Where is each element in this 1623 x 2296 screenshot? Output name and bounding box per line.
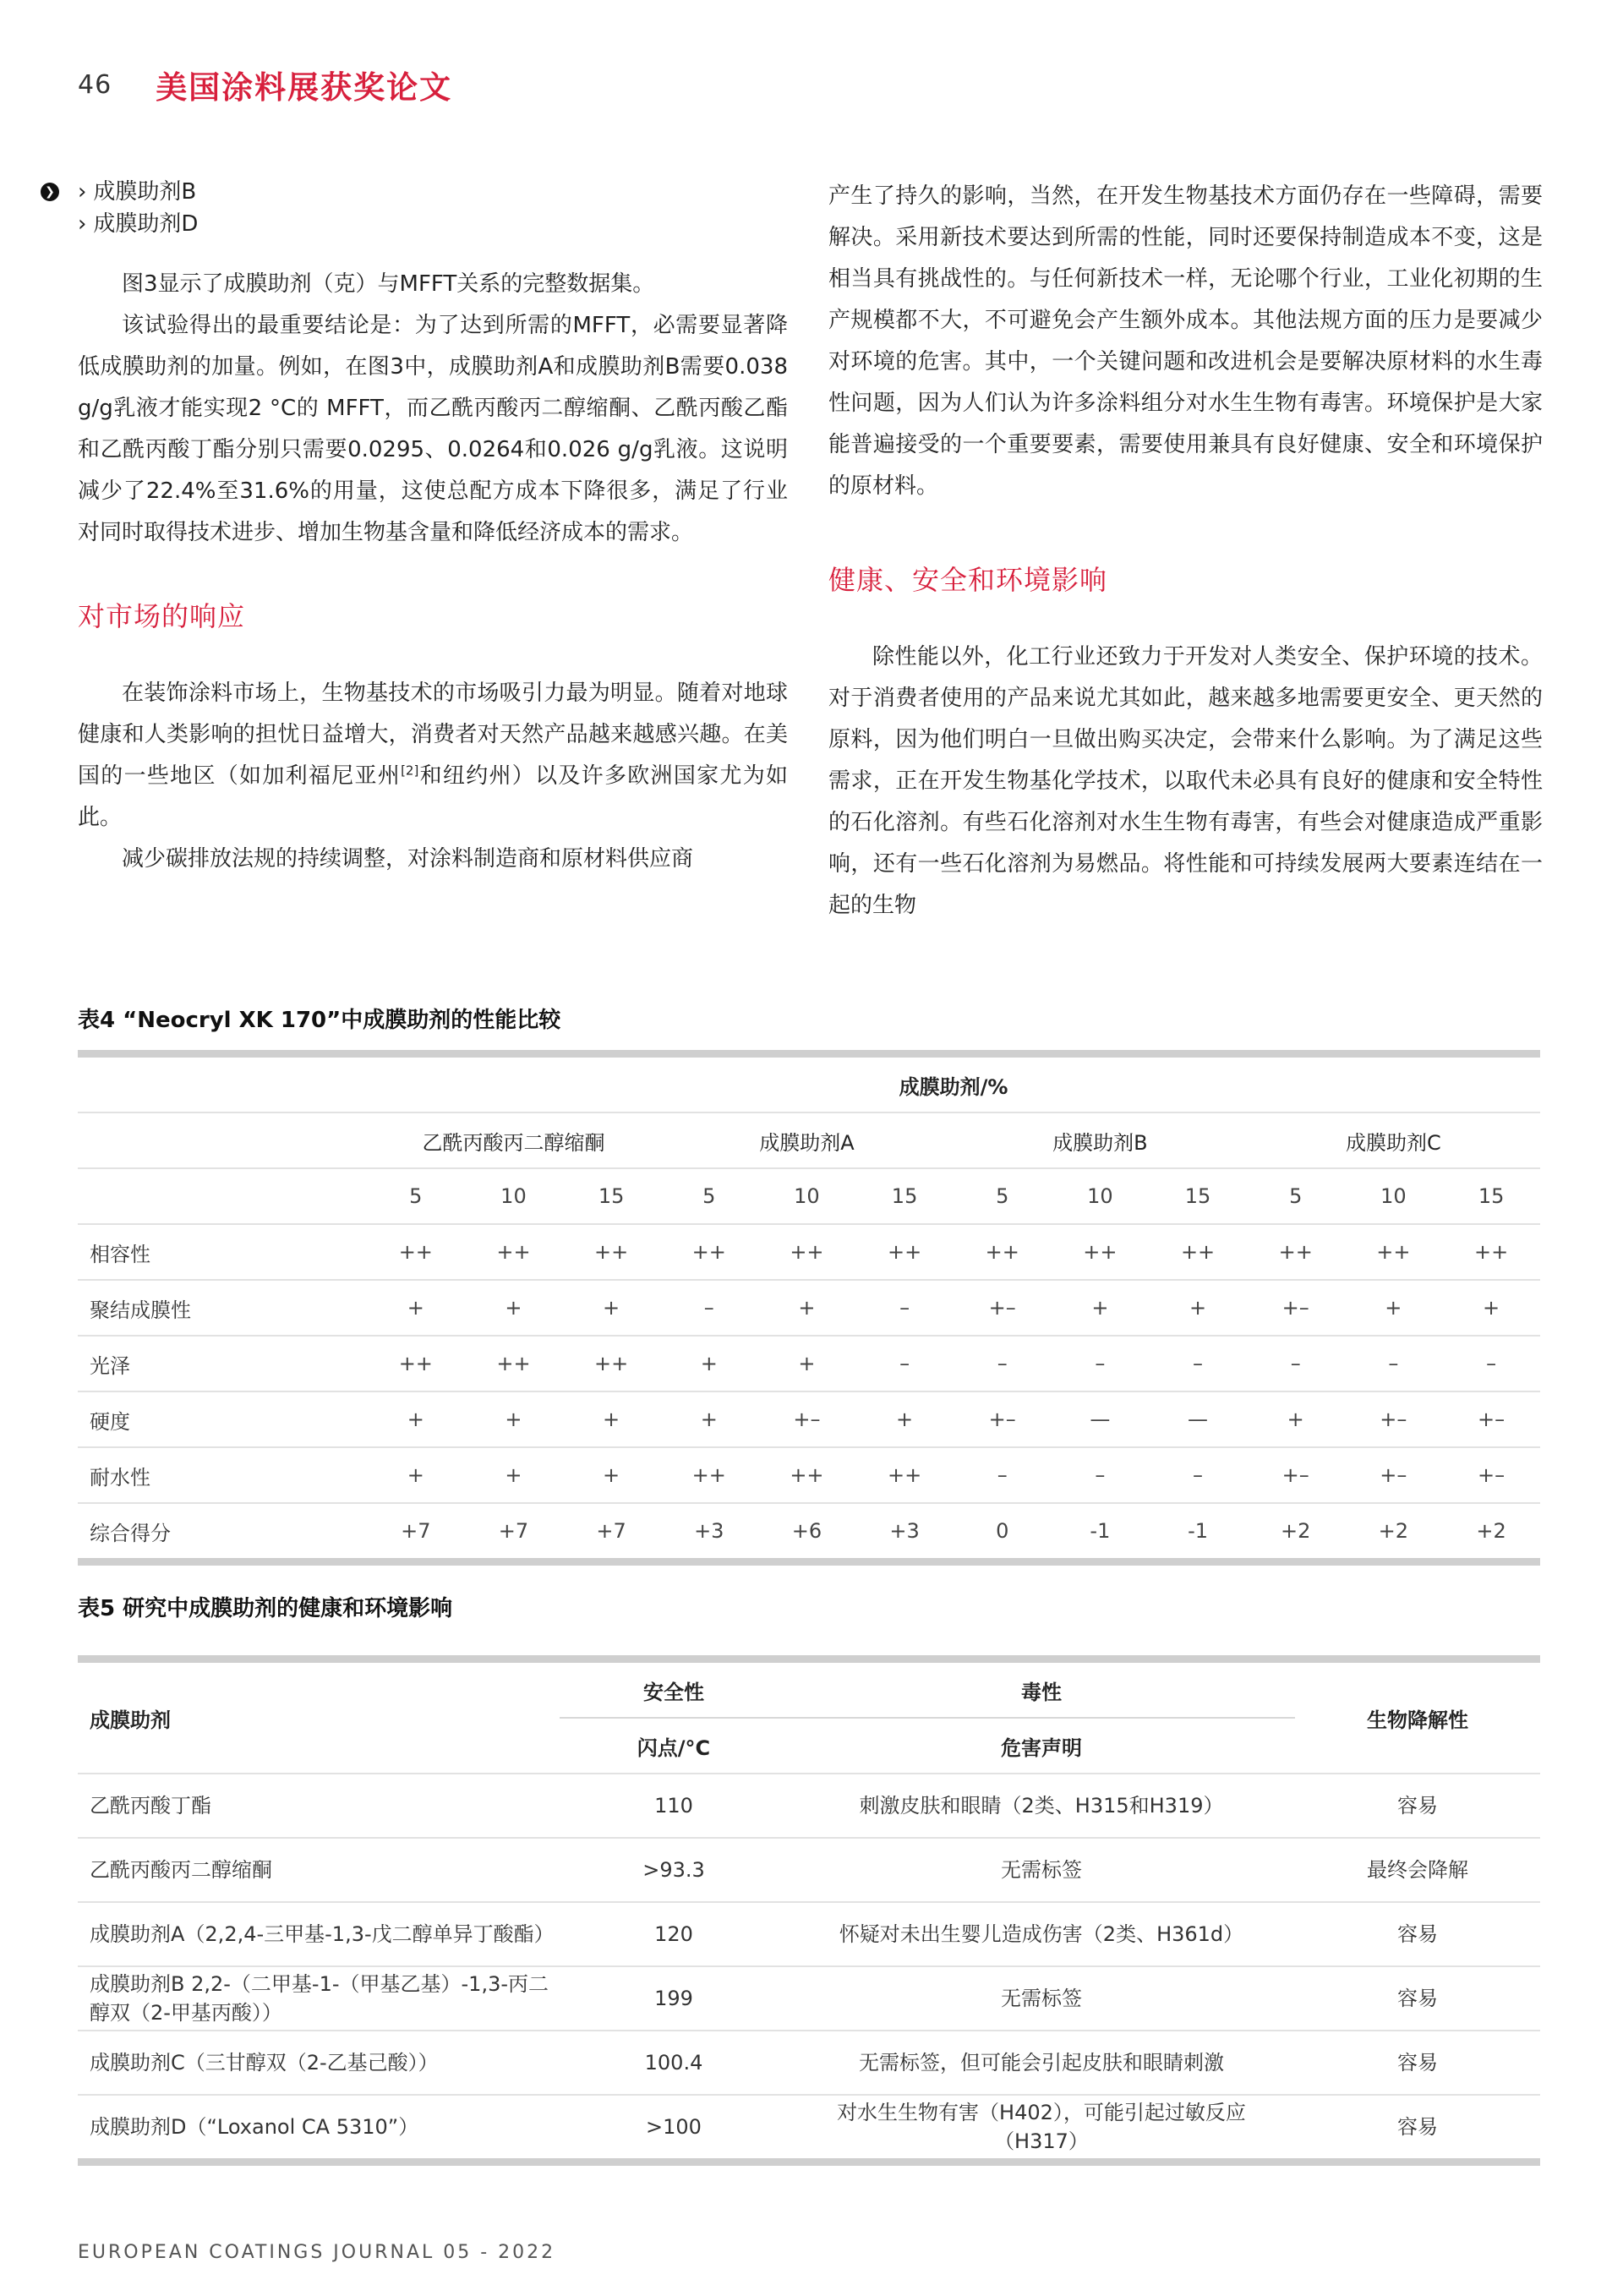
biodegradability-cell: 最终会降解 bbox=[1295, 1838, 1540, 1902]
table-cell: +7 bbox=[465, 1503, 563, 1562]
biodegradability-header: 生物降解性 bbox=[1295, 1659, 1540, 1774]
table-header-row bbox=[78, 1112, 1540, 1168]
agent-cell: 成膜助剂C（三甘醇双（2-乙基己酸）） bbox=[78, 2031, 560, 2095]
agent-header: 成膜助剂A bbox=[660, 1112, 954, 1168]
row-label: 相容性 bbox=[78, 1224, 367, 1280]
row-label: 聚结成膜性 bbox=[78, 1280, 367, 1336]
table-cell: +7 bbox=[562, 1503, 660, 1562]
agent-header: 成膜助剂 bbox=[78, 1659, 560, 1774]
level-header: 5 bbox=[1247, 1168, 1345, 1224]
table-cell: – bbox=[1149, 1447, 1247, 1503]
citation-ref[interactable]: [2] bbox=[401, 763, 419, 779]
level-header: 15 bbox=[855, 1168, 954, 1224]
page-header bbox=[78, 59, 452, 110]
toxicity-header: 毒性 bbox=[788, 1659, 1295, 1719]
hazard-cell: 怀疑对未出生婴儿造成伤害（2类、H361d） bbox=[788, 1902, 1295, 1966]
table-cell: + bbox=[1052, 1280, 1150, 1336]
table-cell: +– bbox=[1442, 1447, 1540, 1503]
hazard-cell: 无需标签 bbox=[788, 1838, 1295, 1902]
table-row bbox=[78, 1774, 1540, 1838]
agent-cell: 成膜助剂A（2,2,4-三甲基-1,3-戊二醇单异丁酸酯） bbox=[78, 1902, 560, 1966]
flash-point-header: 闪点/°C bbox=[560, 1718, 788, 1774]
flash-point-cell: 100.4 bbox=[560, 2031, 788, 2095]
table-cell: ++ bbox=[1052, 1224, 1150, 1280]
table-row bbox=[78, 1391, 1540, 1447]
chevron-circle-icon: ❯ bbox=[41, 183, 59, 201]
right-column bbox=[828, 176, 1543, 927]
table-header-row bbox=[78, 1168, 1540, 1224]
level-header: 5 bbox=[660, 1168, 758, 1224]
level-header: 15 bbox=[562, 1168, 660, 1224]
table-cell: — bbox=[1149, 1391, 1247, 1447]
table-row bbox=[78, 1280, 1540, 1336]
table-cell: ++ bbox=[562, 1336, 660, 1391]
bullet-text: 成膜助剂D bbox=[93, 211, 199, 237]
table-cell: +6 bbox=[758, 1503, 856, 1562]
table-row bbox=[78, 1503, 1540, 1562]
table-cell: ++ bbox=[562, 1224, 660, 1280]
table-cell: – bbox=[954, 1447, 1052, 1503]
paragraph: 减少碳排放法规的持续调整，对涂料制造商和原材料供应商 bbox=[122, 846, 694, 872]
table-cell: ++ bbox=[1345, 1224, 1443, 1280]
level-header: 15 bbox=[1442, 1168, 1540, 1224]
table-cell: + bbox=[1345, 1280, 1443, 1336]
biodegradability-cell: 容易 bbox=[1295, 1902, 1540, 1966]
table-cell: – bbox=[954, 1336, 1052, 1391]
table-cell: +2 bbox=[1247, 1503, 1345, 1562]
table-cell: -1 bbox=[1149, 1503, 1247, 1562]
paragraph: 产生了持久的影响，当然，在开发生物基技术方面仍存在一些障碍，需要解决。采用新技术要达到所需的性能，同时还要保持制造成本不变，这是相当具有挑战性的。与任何新技术一样，无论哪个行业，工业化初期的生产规模都不大，不可避免会产生额外成本。其他法规方面的压力是要减少对环境的危害。其中，一个关键问题和改进机会是要解决原材料的水生毒性问题，因为人们认为许多涂料组分对水生生物有毒害。环境保护是大家能普遍接受的一个重要要素，需要使用兼具有良好健康、安全和环境保护的原材料。 bbox=[828, 183, 1543, 499]
table-cell: ++ bbox=[855, 1447, 954, 1503]
section-title: 美国涂料展获奖论文 bbox=[156, 69, 453, 106]
table-row bbox=[78, 1336, 1540, 1391]
table-cell: + bbox=[465, 1280, 563, 1336]
table-cell: +– bbox=[1442, 1391, 1540, 1447]
table-cell: ++ bbox=[367, 1336, 465, 1391]
table-cell: ++ bbox=[660, 1224, 758, 1280]
hazard-cell: 对水生生物有害（H402），可能引起过敏反应（H317） bbox=[788, 2095, 1295, 2162]
table-row bbox=[78, 1902, 1540, 1966]
bullet-list bbox=[45, 176, 788, 240]
paragraph-text: 和纽约州）以及许多欧洲国家尤为如此。 bbox=[78, 763, 788, 830]
paragraph: 图3显示了成膜助剂（克）与MFFT关系的完整数据集。 bbox=[122, 271, 655, 297]
table-cell: ++ bbox=[465, 1336, 563, 1391]
table-cell: +– bbox=[1247, 1280, 1345, 1336]
left-column bbox=[45, 176, 788, 880]
table-cell: +3 bbox=[855, 1503, 954, 1562]
list-item bbox=[78, 208, 788, 240]
level-header: 5 bbox=[954, 1168, 1052, 1224]
paragraph-text: 在装饰涂料市场上，生物基技术的市场吸引力最为明显。随着对地球健康和人类影响的担忧日益增大，消费者对天然产品越来越感兴趣。在美国的一些地区（如加利福尼亚州 bbox=[78, 681, 788, 789]
level-header: 15 bbox=[1149, 1168, 1247, 1224]
table-cell: — bbox=[1052, 1391, 1150, 1447]
table-cell: +– bbox=[954, 1280, 1052, 1336]
agent-cell: 乙酰丙酸丙二醇缩酮 bbox=[78, 1838, 560, 1902]
table-header-row bbox=[78, 1659, 1540, 1719]
section-heading: 健康、安全和环境影响 bbox=[828, 564, 1108, 596]
hazard-cell: 刺激皮肤和眼睛（2类、H315和H319） bbox=[788, 1774, 1295, 1838]
table-cell: + bbox=[562, 1391, 660, 1447]
table-cell: +3 bbox=[660, 1503, 758, 1562]
level-header: 10 bbox=[1345, 1168, 1443, 1224]
list-item bbox=[45, 176, 788, 208]
chevron-right-icon: › bbox=[78, 211, 87, 237]
table-row bbox=[78, 2095, 1540, 2162]
table-cell: + bbox=[1149, 1280, 1247, 1336]
level-header: 10 bbox=[465, 1168, 563, 1224]
flash-point-cell: 199 bbox=[560, 1966, 788, 2031]
agent-cell: 乙酰丙酸丁酯 bbox=[78, 1774, 560, 1838]
row-label: 综合得分 bbox=[78, 1503, 367, 1562]
row-label: 光泽 bbox=[78, 1336, 367, 1391]
table-row bbox=[78, 1447, 1540, 1503]
table-cell: + bbox=[1247, 1391, 1345, 1447]
table-cell: ++ bbox=[758, 1447, 856, 1503]
table5 bbox=[78, 1655, 1540, 2166]
table-cell: ++ bbox=[1442, 1224, 1540, 1280]
table-cell: + bbox=[367, 1280, 465, 1336]
table-row bbox=[78, 1224, 1540, 1280]
table5-caption: 表5 研究中成膜助剂的健康和环境影响 bbox=[78, 1596, 453, 1621]
table-cell: + bbox=[660, 1391, 758, 1447]
table-cell: ++ bbox=[1149, 1224, 1247, 1280]
agent-cell: 成膜助剂B 2,2-（二甲基-1-（甲基乙基）-1,3-丙二醇双（2-甲基丙酸）） bbox=[78, 1966, 560, 2031]
table-cell: ++ bbox=[954, 1224, 1052, 1280]
table-cell: + bbox=[367, 1447, 465, 1503]
table-cell: +– bbox=[1247, 1447, 1345, 1503]
table-row bbox=[78, 2031, 1540, 2095]
agent-header: 成膜助剂C bbox=[1247, 1112, 1540, 1168]
safety-header: 安全性 bbox=[560, 1659, 788, 1719]
biodegradability-cell: 容易 bbox=[1295, 2095, 1540, 2162]
flash-point-cell: 120 bbox=[560, 1902, 788, 1966]
table-cell: + bbox=[660, 1336, 758, 1391]
table-cell: -1 bbox=[1052, 1503, 1150, 1562]
flash-point-cell: >93.3 bbox=[560, 1838, 788, 1902]
biodegradability-cell: 容易 bbox=[1295, 1774, 1540, 1838]
table-cell: 0 bbox=[954, 1503, 1052, 1562]
bullet-text: 成膜助剂B bbox=[93, 179, 197, 205]
agent-header: 乙酰丙酸丙二醇缩酮 bbox=[367, 1112, 660, 1168]
table-cell: +2 bbox=[1442, 1503, 1540, 1562]
paragraph: 除性能以外，化工行业还致力于开发对人类安全、保护环境的技术。对于消费者使用的产品来说尤其如此，越来越多地需要更安全、更天然的原料，因为他们明白一旦做出购买决定，会带来什么影响。为了满足这些需求，正在开发生物基化学技术，以取代未必具有良好的健康和安全特性的石化溶剂。有些石化溶剂对水生生物有毒害，有些会对健康造成严重影响，还有一些石化溶剂为易燃品。将性能和可持续发展两大要素连结在一起的生物 bbox=[828, 644, 1543, 918]
level-header: 10 bbox=[758, 1168, 856, 1224]
journal-footer: EUROPEAN COATINGS JOURNAL 05 - 2022 bbox=[78, 2242, 556, 2263]
table-cell: +2 bbox=[1345, 1503, 1443, 1562]
table-cell: ++ bbox=[758, 1224, 856, 1280]
row-label: 硬度 bbox=[78, 1391, 367, 1447]
table-cell: – bbox=[1149, 1336, 1247, 1391]
table-cell: +– bbox=[1345, 1447, 1443, 1503]
table-cell: +– bbox=[954, 1391, 1052, 1447]
level-header: 5 bbox=[367, 1168, 465, 1224]
table-row bbox=[78, 1838, 1540, 1902]
table-cell: – bbox=[1247, 1336, 1345, 1391]
paragraph bbox=[78, 673, 788, 839]
level-header: 10 bbox=[1052, 1168, 1150, 1224]
flash-point-cell: >100 bbox=[560, 2095, 788, 2162]
table-cell: + bbox=[562, 1280, 660, 1336]
table-cell: + bbox=[562, 1447, 660, 1503]
table4 bbox=[78, 1050, 1540, 1566]
table-cell: + bbox=[465, 1447, 563, 1503]
biodegradability-cell: 容易 bbox=[1295, 2031, 1540, 2095]
table-cell: +7 bbox=[367, 1503, 465, 1562]
table-cell: ++ bbox=[1247, 1224, 1345, 1280]
hazard-cell: 无需标签，但可能会引起皮肤和眼睛刺激 bbox=[788, 2031, 1295, 2095]
table-cell: + bbox=[758, 1336, 856, 1391]
row-label: 耐水性 bbox=[78, 1447, 367, 1503]
table-cell: ++ bbox=[367, 1224, 465, 1280]
group-header: 成膜助剂/% bbox=[367, 1054, 1540, 1113]
table-header-row bbox=[78, 1054, 1540, 1113]
hazard-cell: 无需标签 bbox=[788, 1966, 1295, 2031]
table-row bbox=[78, 1966, 1540, 2031]
section-heading: 对市场的响应 bbox=[78, 600, 246, 632]
table-cell: + bbox=[855, 1391, 954, 1447]
table-cell: – bbox=[1052, 1447, 1150, 1503]
table-cell: – bbox=[1442, 1336, 1540, 1391]
table-cell: + bbox=[1442, 1280, 1540, 1336]
paragraph: 该试验得出的最重要结论是：为了达到所需的MFFT，必需要显著降低成膜助剂的加量。例如，在图3中，成膜助剂A和成膜助剂B需要0.038 g/g乳液才能实现2 °C的 MFFT，而乙酰丙酸丙二醇缩酮、乙酰丙酸乙酯和乙酰丙酸丁酯分别只需要0.0295、0.0264和0.026 g/g乳液。这说明减少了22.4%至31.6%的用量，这使总配方成本下降很多，满足了行业对同时取得技术进步、增加生物基含量和降低经济成本的需求。 bbox=[78, 313, 788, 545]
table-cell: +– bbox=[1345, 1391, 1443, 1447]
table-cell: + bbox=[367, 1391, 465, 1447]
agent-header: 成膜助剂B bbox=[954, 1112, 1247, 1168]
table-cell: ++ bbox=[465, 1224, 563, 1280]
table-cell: +– bbox=[758, 1391, 856, 1447]
table-cell: – bbox=[855, 1336, 954, 1391]
table-cell: ++ bbox=[660, 1447, 758, 1503]
chevron-right-icon: › bbox=[78, 179, 87, 205]
table-cell: – bbox=[1345, 1336, 1443, 1391]
table-cell: ++ bbox=[855, 1224, 954, 1280]
table-cell: – bbox=[855, 1280, 954, 1336]
page-number: 46 bbox=[78, 69, 112, 100]
table-cell: + bbox=[758, 1280, 856, 1336]
hazard-header: 危害声明 bbox=[788, 1718, 1295, 1774]
flash-point-cell: 110 bbox=[560, 1774, 788, 1838]
biodegradability-cell: 容易 bbox=[1295, 1966, 1540, 2031]
table-cell: + bbox=[465, 1391, 563, 1447]
table-cell: – bbox=[660, 1280, 758, 1336]
table4-caption: 表4 “Neocryl XK 170”中成膜助剂的性能比较 bbox=[78, 1008, 561, 1033]
agent-cell: 成膜助剂D（“Loxanol CA 5310”） bbox=[78, 2095, 560, 2162]
table-cell: – bbox=[1052, 1336, 1150, 1391]
